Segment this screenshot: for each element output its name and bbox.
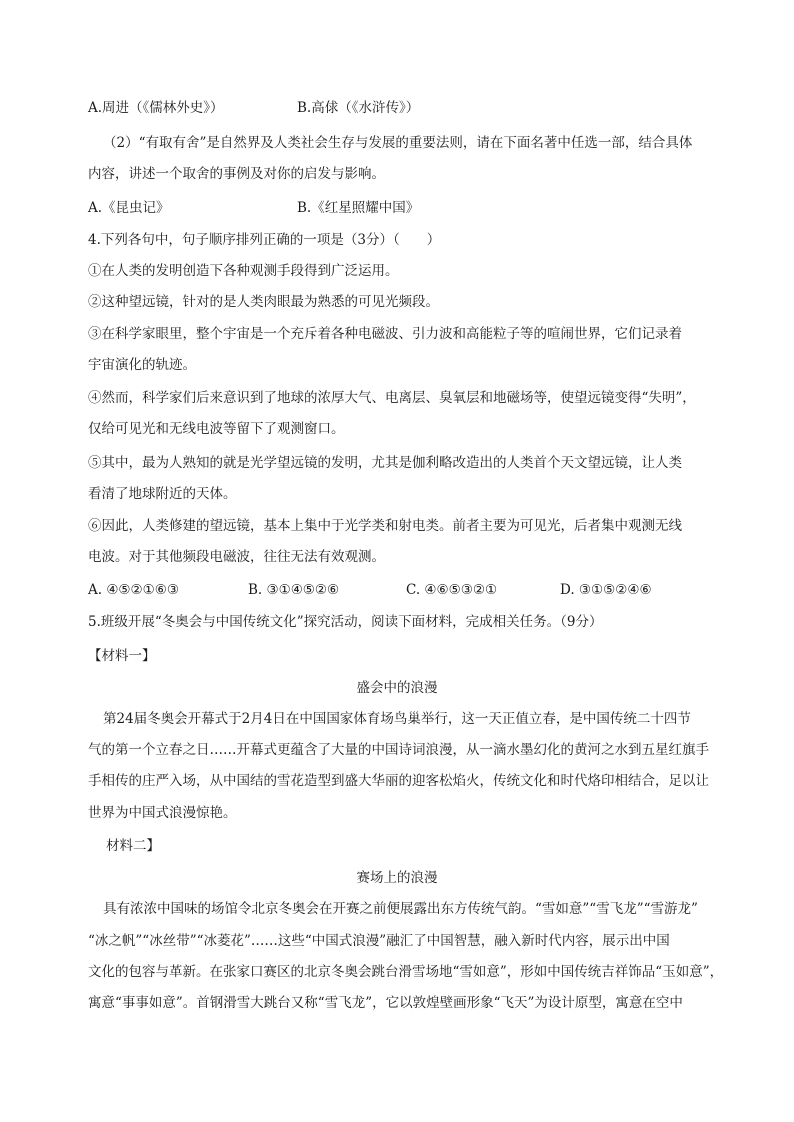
material-1-label: 【材料一】 xyxy=(88,648,156,664)
q4-option-c: C. ④⑥⑤③②① xyxy=(406,582,498,598)
q3-option-a: A.周进（《儒林外史》） xyxy=(88,100,224,116)
material-1-line3: 手相传的庄严入场，从中国结的雪花造型到盛大华丽的迎客松焰火，传统文化和时代烙印相结合，足以让 xyxy=(88,773,709,789)
q5-stem: 5.班级开展“冬奥会与中国传统文化”探究活动，阅读下面材料，完成相关任务。（9分） xyxy=(88,614,603,630)
material-2-line4: 寓意“事事如意”。首钢滑雪大跳台又称“雪飞龙”，它以敦煌壁画形象“飞天”为设计原型，寓意在空中 xyxy=(88,995,683,1011)
q4-sentence-2: ②这种望远镜，针对的是人类肉眼最为熟悉的可见光频段。 xyxy=(88,294,439,310)
q4-sentence-6-line2: 电波。对于其他频段电磁波，往往无法有效观测。 xyxy=(88,549,385,565)
q4-sentence-5-line1: ⑤其中，最为人熟知的就是光学望远镜的发明，尤其是伽利略改造出的人类首个天文望远镜，让人类 xyxy=(88,455,682,471)
material-1-line4: 世界为中国式浪漫惊艳。 xyxy=(88,805,237,821)
q4-stem: 4.下列各句中，句子顺序排列正确的一项是（3分）（ ） xyxy=(88,232,441,248)
q4-sentence-1: ①在人类的发明创造下各种观测手段得到广泛运用。 xyxy=(88,263,399,279)
material-1-line2: 气的第一个立春之日……开幕式更蕴含了大量的中国诗词浪漫，从一滴水墨幻化的黄河之水到五星红旗手 xyxy=(88,742,709,758)
q4-sentence-4-line1: ④然而，科学家们后来意识到了地球的浓厚大气、电离层、臭氧层和地磁场等，使望远镜变得“失明”， xyxy=(88,390,696,406)
q4-option-b: B. ③①④⑤②⑥ xyxy=(248,582,340,598)
q3-part2-line1: （2）“有取有舍”是自然界及人类社会生存与发展的重要法则，请在下面名著中任选一部，结合具体 xyxy=(103,135,693,151)
material-2-label: 材料二】 xyxy=(106,838,160,854)
q3-option-b: B.高俅（《水浒传》） xyxy=(297,100,420,116)
q4-option-d: D. ③①⑤②④⑥ xyxy=(560,582,652,598)
q4-sentence-6-line1: ⑥因此，人类修建的望远镜，基本上集中于光学类和射电类。前者主要为可见光，后者集中观测无线 xyxy=(88,518,682,534)
q3-part2-option-b: B.《红星照耀中国》 xyxy=(297,200,420,216)
q4-sentence-4-line2: 仅给可见光和无线电波等留下了观测窗口。 xyxy=(88,421,345,437)
material-1-title: 盛会中的浪漫 xyxy=(356,680,438,696)
q4-sentence-3-line1: ③在科学家眼里，整个宇宙是一个充斥着各种电磁波、引力波和高能粒子等的喧闹世界，它们记录着 xyxy=(88,326,682,342)
q4-sentence-3-line2: 宇宙演化的轨迹。 xyxy=(88,357,196,373)
q3-part2-option-a: A.《昆虫记》 xyxy=(88,200,170,216)
q4-sentence-5-line2: 看清了地球附近的天体。 xyxy=(88,486,237,502)
q3-part2-line2: 内容，讲述一个取舍的事例及对你的启发与影响。 xyxy=(88,166,385,182)
material-1-line1: 第24届冬奥会开幕式于2月4日在中国国家体育场鸟巢举行，这一天正值立春，是中国传统二十四节 xyxy=(103,711,691,727)
material-2-line3: 文化的包容与革新。在张家口赛区的北京冬奥会跳台滑雪场地“雪如意”，形如中国传统吉祥饰品“玉如意”， xyxy=(88,964,724,980)
material-2-line2: “冰之帆”“冰丝带”“冰菱花”……这些“中国式浪漫”融汇了中国智慧，融入新时代内容，展示出中国 xyxy=(88,933,670,949)
material-2-line1: 具有浓浓中国味的场馆令北京冬奥会在开赛之前便展露出东方传统气韵。“雪如意”“雪飞龙”“雪游龙” xyxy=(103,901,698,917)
material-2-title: 赛场上的浪漫 xyxy=(356,870,438,886)
q4-option-a: A. ④⑤②①⑥③ xyxy=(88,582,179,598)
